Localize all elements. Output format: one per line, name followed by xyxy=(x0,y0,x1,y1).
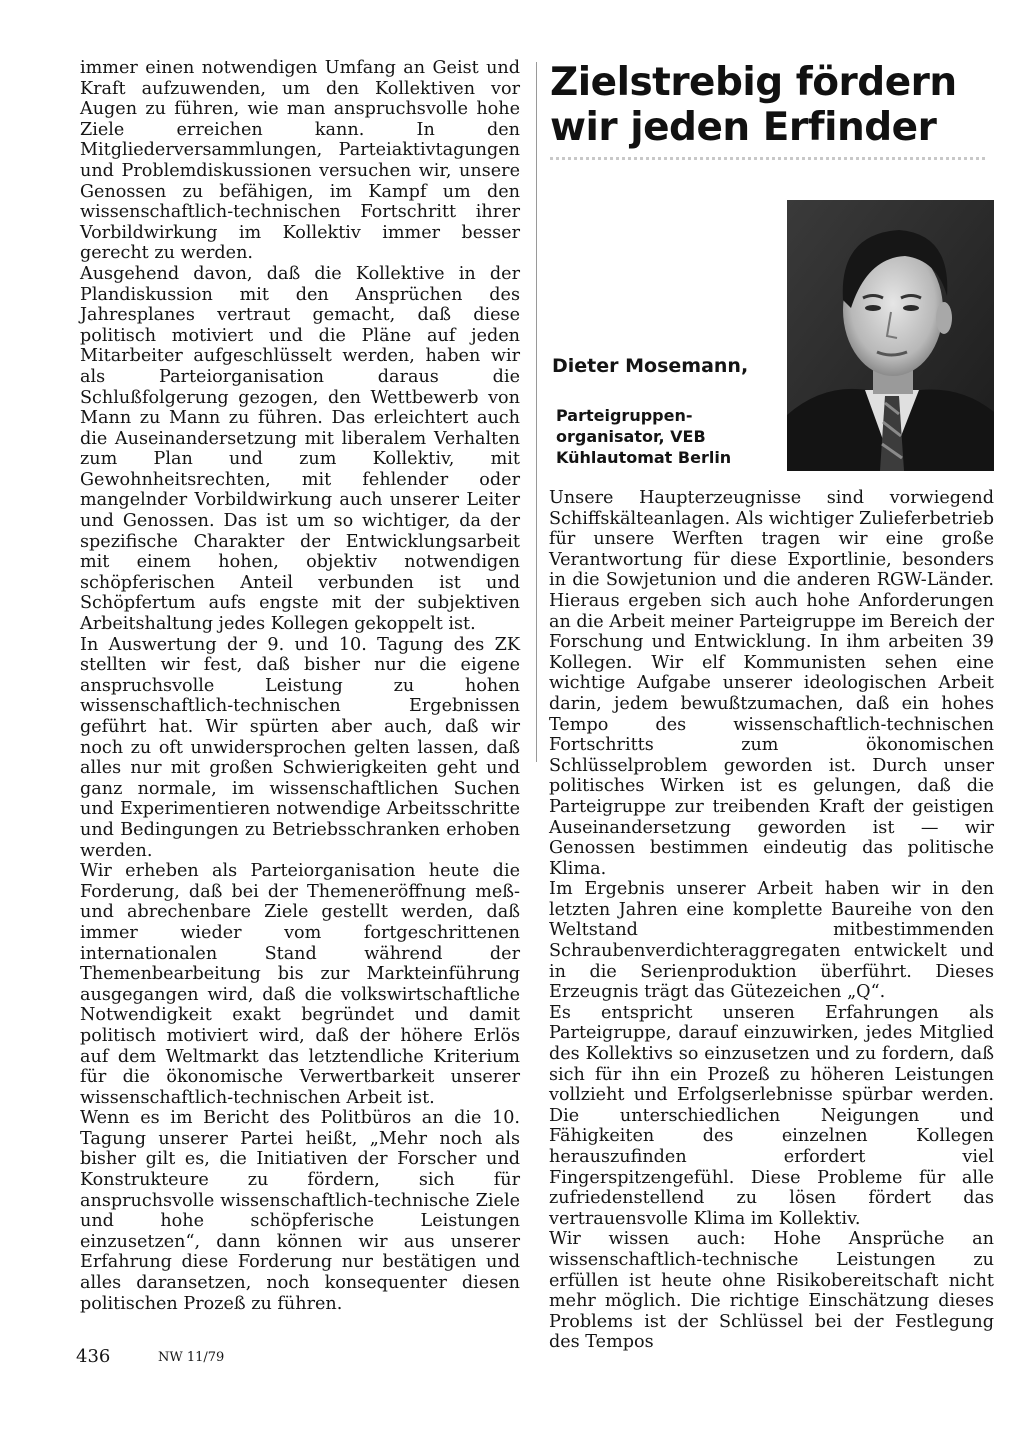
issue-reference: NW 11/79 xyxy=(158,1350,225,1365)
author-title-line-1: Parteigruppen- xyxy=(556,406,693,425)
right-text-column xyxy=(549,488,994,1353)
headline-rule xyxy=(550,157,988,160)
left-paragraph-3: In Auswertung der 9. und 10. Tagung des ZK stellten wir fest, daß bisher nur die eigene anspruchsvolle Leistung zu hohen wissenschaftlich-technischen Ergebnissen geführt hat. Wir spürten aber auch, daß wir noch zu oft unwidersprochen gelten lassen, daß alles nur mit großen Schwierigkeiten geht und ganz normale, im wissenschaftlichen Suchen und Experimentieren notwendige Arbeitsschritte und Bedingungen zu Betriebsschranken erhoben werden. xyxy=(80,634,520,861)
left-text-column xyxy=(80,58,520,1314)
right-paragraph-3: Es entspricht unseren Erfahrungen als Parteigruppe, darauf einzuwirken, jedes Mitglied des Kollektivs so einzusetzen und zu fordern, daß sich für ihn ein Prozeß zu höheren Leistungen vollzieht und Erfolgserlebnisse spürbar werden. Die unterschiedlichen Neigungen und Fähigkeiten des einzelnen Kollegen herauszufinden erfordert viel Fingerspitzengefühl. Diese Probleme für alle zufriedenstellend zu lösen fördert das vertrauensvolle Klima im Kollektiv. xyxy=(549,1002,994,1229)
column-divider xyxy=(536,62,537,762)
headline-line-1: Zielstrebig fördern xyxy=(550,60,957,105)
article-headline xyxy=(550,60,1010,150)
right-paragraph-1: Unsere Haupterzeugnisse sind vorwiegend Schiffskälteanlagen. Als wichtiger Zulieferbetrieb für unsere Werften tragen wir eine große Verantwortung für diese Exportlinie, besonders in die Sowjetunion und die anderen RGW-Länder. Hieraus ergeben sich auch hohe Anforderungen an die Arbeit meiner Parteigruppe im Bereich der Forschung und Entwicklung. In ihm arbeiten 39 Kollegen. Wir elf Kommunisten sehen eine wichtige Aufgabe unserer ideologischen Arbeit darin, jedem bewußtzumachen, daß ein hohes Tempo des wissenschaftlich-technischen Fortschritts zum ökonomischen Schlüsselproblem geworden ist. Durch unser politisches Wirken ist es gelungen, daß die Parteigruppe zur treibenden Kraft der geistigen Auseinandersetzung geworden ist — wir Genossen bestimmen eindeutig das politische Klima. xyxy=(549,488,994,879)
author-title-line-3: Kühlautomat Berlin xyxy=(556,448,732,467)
left-paragraph-2: Ausgehend davon, daß die Kollektive in der Plandiskussion mit den Ansprüchen des Jahresplanes vertraut gemacht, daß diese politisch motiviert und die Pläne auf jeden Mitarbeiter aufgeschlüsselt werden, haben wir als Parteiorganisation daraus die Schlußfolgerung gezogen, den Wettbewerb von Mann zu Mann zu führen. Das erleichtert auch die Auseinandersetzung mit liberalem Verhalten zum Plan und zum Kollektiv, mit Gewohnheitsrechten, mit fehlender oder mangelnder Vorbildwirkung auch unserer Leiter und Genossen. Das ist um so wichtiger, da der spezifische Charakter der Entwicklungsarbeit mit einem hohen, objektiv notwendigen schöpferischen Anteil verbunden ist und Schöpfertum aufs engste mit der subjektiven Arbeitshaltung jedes Kollegen gekoppelt ist. xyxy=(80,263,520,635)
portrait-illustration xyxy=(787,200,994,471)
author-name: Dieter Mosemann, xyxy=(552,355,749,377)
author-title xyxy=(556,405,781,468)
right-paragraph-4: Wir wissen auch: Hohe Ansprüche an wissenschaftlich-technische Leistungen zu erfüllen ist heute ohne Risikobereitschaft nicht mehr möglich. Die richtige Einschätzung dieses Problems ist der Schlüssel bei der Festlegung des Tempos xyxy=(549,1229,994,1353)
author-title-line-2: organisator, VEB xyxy=(556,427,706,446)
left-paragraph-1: immer einen notwendigen Umfang an Geist und Kraft aufzuwenden, um den Kollektiven vor Augen zu führen, wie man anspruchsvolle hohe Ziele erreichen kann. In den Mitgliederversammlungen, Parteiaktivtagungen und Problemdiskussionen versuchen wir, unsere Genossen zu befähigen, im Kampf um den wissenschaftlich-technischen Fortschritt ihrer Vorbildwirkung im Kollektiv immer besser gerecht zu werden. xyxy=(80,58,520,264)
page-number: 436 xyxy=(76,1346,111,1367)
right-paragraph-2: Im Ergebnis unserer Arbeit haben wir in den letzten Jahren eine komplette Baureihe von den Weltstand mitbestimmenden Schraubenverdichteraggregaten entwickelt und in die Serienproduktion überführt. Dieses Erzeugnis trägt das Gütezeichen „Q“. xyxy=(549,879,994,1003)
left-paragraph-5: Wenn es im Bericht des Politbüros an die 10. Tagung unserer Partei heißt, „Mehr noch als bisher gilt es, die Initiativen der Forscher und Konstrukteure zu fördern, sich für anspruchsvolle wissenschaftlich-technische Ziele und hohe schöpferische Leistungen einzusetzen“, dann können wir aus unserer Erfahrung diese Forderung nur bestätigen und alles daransetzen, noch konsequenter diesen politischen Prozeß zu führen. xyxy=(80,1108,520,1314)
left-paragraph-4: Wir erheben als Parteiorganisation heute die Forderung, daß bei der Themeneröffnung meß- und abrechenbare Ziele gestellt werden, daß immer wieder vom fortgeschrittenen internationalen Stand während der Themenbearbeitung bis zur Markteinführung ausgegangen wird, daß die volkswirtschaftliche Notwendigkeit exakt begründet und damit politisch motiviert wird, daß der höhere Erlös auf dem Weltmarkt das letztendliche Kriterium für die ökonomische Verwertbarkeit unserer wissenschaftlich-technischen Arbeit ist. xyxy=(80,861,520,1108)
headline-line-2: wir jeden Erfinder xyxy=(550,105,937,150)
author-portrait-photo xyxy=(787,200,994,471)
